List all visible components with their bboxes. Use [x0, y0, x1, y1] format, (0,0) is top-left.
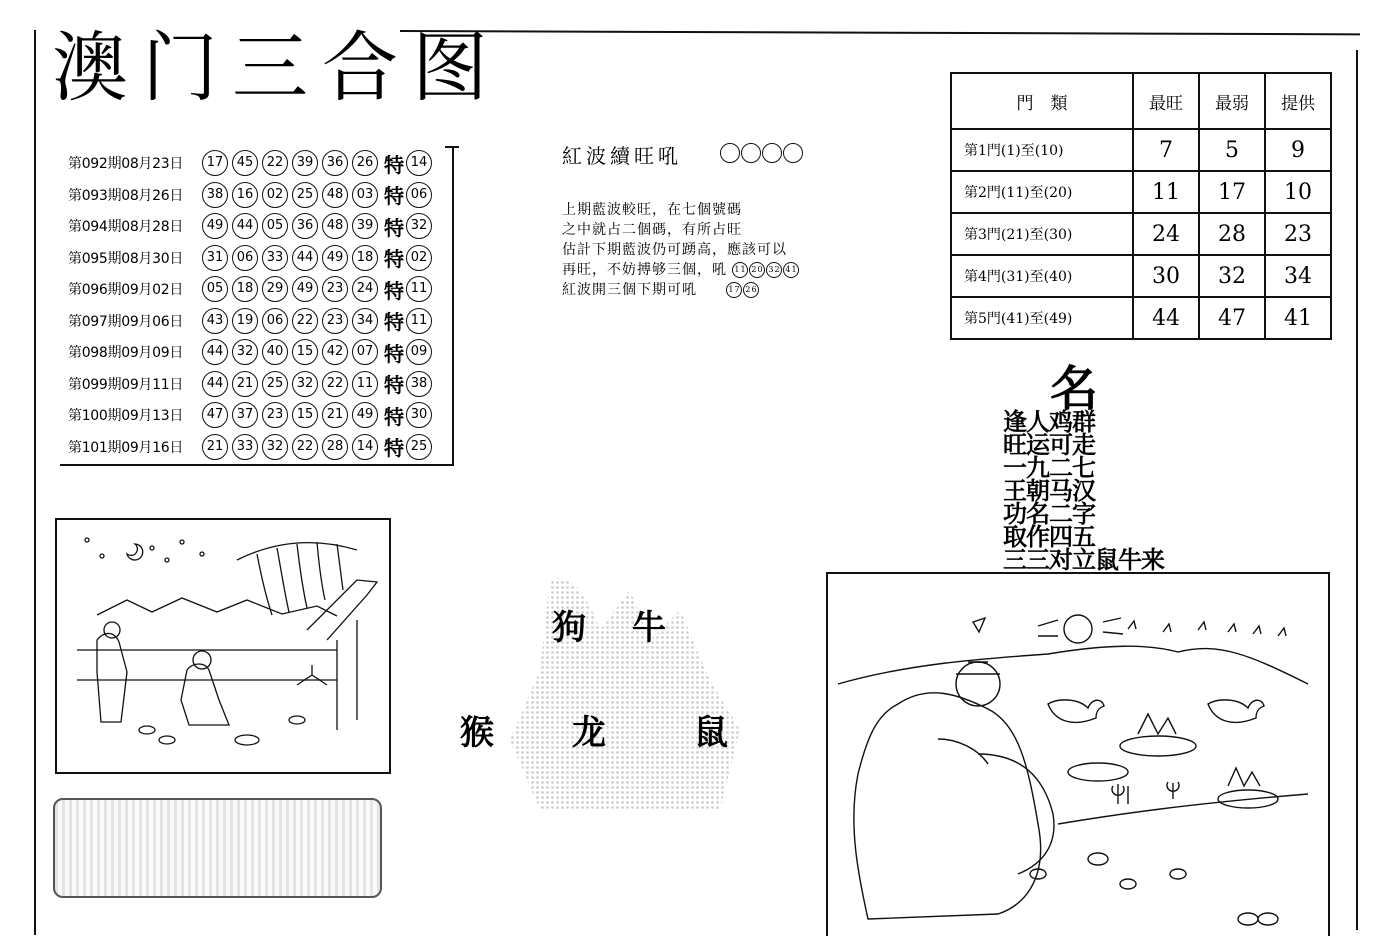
offer-cell: 34 — [1265, 255, 1331, 297]
number-ball: 25 — [262, 371, 288, 397]
number-ball: 22 — [322, 371, 348, 397]
zodiac-rat: 鼠 — [694, 713, 728, 753]
comment-line: 估計下期藍波仍可踴高，應該可以 — [562, 242, 787, 258]
poem-line: 功名二字 — [1003, 499, 1095, 528]
offer-cell: 10 — [1265, 171, 1331, 213]
hot-cell: 30 — [1133, 255, 1199, 297]
number-ball: 15 — [292, 402, 318, 428]
number-ball: 44 — [202, 339, 228, 365]
number-ball: 36 — [292, 213, 318, 239]
gate-cell: 第3門(21)至(30) — [951, 213, 1133, 255]
red-wave-title: 紅波續旺吼 — [562, 144, 682, 168]
number-ball: 48 — [322, 182, 348, 208]
draw-row — [68, 180, 436, 210]
table-row — [951, 297, 1331, 339]
number-ball: 49 — [292, 276, 318, 302]
number-ball: 22 — [292, 308, 318, 334]
gate-table — [950, 72, 1332, 340]
poem-line: 逢人鸡群 — [1003, 407, 1095, 436]
comment-line: 上期藍波較旺，在七個號碼 — [562, 202, 742, 218]
zodiac-dragon: 龙 — [572, 713, 606, 753]
special-label: 特 — [384, 436, 404, 460]
special-label: 特 — [384, 184, 404, 208]
draw-row — [68, 274, 436, 304]
number-ball: 44 — [202, 371, 228, 397]
number-ball: 05 — [202, 276, 228, 302]
table-row — [951, 171, 1331, 213]
poem-line: 三三对立鼠牛来 — [1003, 545, 1164, 574]
comment-line-text: 紅波開三個下期可吼 — [562, 282, 697, 298]
number-ball: 37 — [232, 402, 258, 428]
faded-text-box — [53, 798, 382, 898]
poem-line: 一九二七 — [1003, 453, 1095, 482]
special-label: 特 — [384, 310, 404, 334]
gate-cell: 第4門(31)至(40) — [951, 255, 1133, 297]
page-frame-right — [1356, 50, 1358, 930]
mini-ball: 41 — [783, 262, 799, 278]
mini-ball: 17 — [726, 282, 742, 298]
mini-ball: 11 — [732, 262, 748, 278]
zodiac-monkey: 猴 — [460, 713, 494, 753]
number-ball: 47 — [202, 402, 228, 428]
draw-row — [68, 243, 436, 273]
poem-line: 王朝马汉 — [1003, 476, 1095, 505]
special-number-ball: 09 — [406, 339, 432, 365]
draw-row — [68, 211, 436, 241]
draw-label: 第093期08月26日 — [68, 187, 184, 204]
gate-cell: 第5門(41)至(49) — [951, 297, 1133, 339]
draw-row — [68, 369, 436, 399]
number-ball: 19 — [232, 308, 258, 334]
draw-row — [68, 306, 436, 336]
weak-cell: 17 — [1199, 171, 1265, 213]
special-label: 特 — [384, 373, 404, 397]
number-ball: 23 — [322, 276, 348, 302]
number-ball: 44 — [232, 213, 258, 239]
number-ball: 21 — [202, 434, 228, 460]
number-ball: 18 — [232, 276, 258, 302]
number-ball: 16 — [232, 182, 258, 208]
special-label: 特 — [384, 278, 404, 303]
number-ball: 33 — [262, 245, 288, 271]
number-ball: 49 — [322, 245, 348, 271]
draw-label: 第096期09月02日 — [68, 282, 184, 298]
poem — [1003, 407, 1164, 574]
special-label: 特 — [384, 247, 404, 271]
page-frame-left — [34, 30, 36, 935]
number-ball: 15 — [292, 339, 318, 365]
mini-ball: 32 — [766, 262, 782, 278]
number-ball: 26 — [352, 150, 378, 176]
draw-label: 第095期08月30日 — [68, 250, 184, 267]
number-ball: 39 — [292, 150, 318, 176]
number-ball: 45 — [232, 150, 258, 176]
header-hot: 最旺 — [1133, 73, 1199, 129]
number-ball: 43 — [202, 308, 228, 334]
number-ball: 34 — [352, 308, 378, 334]
number-ball: 44 — [292, 245, 318, 271]
draw-results-box — [60, 146, 454, 466]
number-ball: 06 — [232, 245, 258, 271]
number-ball: 18 — [352, 245, 378, 271]
number-ball: 38 — [202, 182, 228, 208]
hot-cell: 24 — [1133, 213, 1199, 255]
number-ball: 33 — [232, 434, 258, 460]
special-label: 特 — [384, 152, 404, 177]
special-number-ball: 11 — [406, 276, 432, 302]
draw-label: 第098期09月09日 — [68, 345, 184, 361]
special-number-ball: 11 — [406, 308, 432, 334]
red-wave-circles — [720, 143, 803, 163]
gate-cell: 第1門(1)至(10) — [951, 129, 1133, 171]
red-wave-comment — [562, 200, 862, 300]
header-weak: 最弱 — [1199, 73, 1265, 129]
offer-cell: 23 — [1265, 213, 1331, 255]
zodiac-ox: 牛 — [632, 608, 666, 648]
special-number-ball: 06 — [406, 182, 432, 208]
draw-row — [68, 337, 436, 367]
number-ball: 21 — [322, 402, 348, 428]
number-ball: 32 — [232, 339, 258, 365]
number-ball: 49 — [202, 213, 228, 239]
number-ball: 42 — [322, 339, 348, 365]
number-ball: 39 — [352, 213, 378, 239]
table-row — [951, 255, 1331, 297]
special-label: 特 — [384, 215, 404, 240]
number-ball: 06 — [262, 308, 288, 334]
special-number-ball: 38 — [406, 371, 432, 397]
number-ball: 49 — [352, 402, 378, 428]
zodiac-halftone-background — [480, 570, 770, 820]
number-ball: 17 — [202, 150, 228, 176]
number-ball: 31 — [202, 245, 228, 271]
offer-cell: 9 — [1265, 129, 1331, 171]
draw-label: 第094期08月28日 — [68, 219, 184, 235]
header-offer: 提供 — [1265, 73, 1331, 129]
comment-balls — [726, 282, 759, 298]
poem-head: 名 — [1050, 361, 1099, 417]
illustration-night-garden — [55, 518, 391, 774]
number-ball: 05 — [262, 213, 288, 239]
header-gate: 門 類 — [951, 73, 1133, 129]
comment-balls — [732, 262, 799, 278]
page-title: 澳门三合图 — [52, 23, 502, 112]
weak-cell: 28 — [1199, 213, 1265, 255]
empty-circle — [741, 143, 761, 163]
draw-row — [68, 432, 436, 462]
special-number-ball: 02 — [406, 245, 432, 271]
number-ball: 23 — [262, 402, 288, 428]
number-ball: 48 — [322, 213, 348, 239]
comment-line: 之中就占二個碼，有所占旺 — [562, 222, 742, 238]
empty-circle — [762, 143, 782, 163]
weak-cell: 5 — [1199, 129, 1265, 171]
draw-label: 第100期09月13日 — [68, 408, 184, 424]
special-label: 特 — [384, 404, 404, 429]
number-ball: 29 — [262, 276, 288, 302]
mini-ball: 26 — [743, 282, 759, 298]
comment-line-text: 再旺，不妨搏够三個，吼 — [562, 262, 727, 278]
special-label: 特 — [384, 341, 404, 366]
mini-ball: 20 — [749, 262, 765, 278]
number-ball: 28 — [322, 434, 348, 460]
draw-row — [68, 148, 436, 178]
number-ball: 07 — [352, 339, 378, 365]
moon-icon — [127, 544, 143, 560]
page-frame-top — [400, 30, 1360, 35]
gate-table-header — [951, 73, 1331, 129]
poem-line: 旺运可走 — [1003, 430, 1095, 459]
special-number-ball: 25 — [406, 434, 432, 460]
comment-line — [562, 260, 862, 280]
draw-row — [68, 400, 436, 430]
number-ball: 32 — [262, 434, 288, 460]
number-ball: 25 — [292, 182, 318, 208]
empty-circle — [783, 143, 803, 163]
special-number-ball: 14 — [406, 150, 432, 176]
weak-cell: 32 — [1199, 255, 1265, 297]
table-row — [951, 129, 1331, 171]
number-ball: 02 — [262, 182, 288, 208]
weak-cell: 47 — [1199, 297, 1265, 339]
zodiac-dog: 狗 — [552, 608, 586, 648]
number-ball: 32 — [292, 371, 318, 397]
gate-cell: 第2門(11)至(20) — [951, 171, 1133, 213]
illustration-scholar-field — [826, 572, 1330, 936]
offer-cell: 41 — [1265, 297, 1331, 339]
draw-label: 第092期08月23日 — [68, 156, 184, 172]
number-ball: 22 — [292, 434, 318, 460]
number-ball: 21 — [232, 371, 258, 397]
draw-label: 第099期09月11日 — [68, 376, 184, 393]
number-ball: 03 — [352, 182, 378, 208]
comment-line — [562, 280, 862, 300]
empty-circle — [720, 143, 740, 163]
number-ball: 36 — [322, 150, 348, 176]
table-row — [951, 213, 1331, 255]
poem-line: 取作四五 — [1003, 522, 1095, 551]
number-ball: 23 — [322, 308, 348, 334]
sun-icon — [1064, 615, 1092, 643]
number-ball: 22 — [262, 150, 288, 176]
number-ball: 40 — [262, 339, 288, 365]
draw-label: 第101期09月16日 — [68, 439, 184, 456]
number-ball: 14 — [352, 434, 378, 460]
number-ball: 24 — [352, 276, 378, 302]
hot-cell: 44 — [1133, 297, 1199, 339]
special-number-ball: 30 — [406, 402, 432, 428]
hot-cell: 7 — [1133, 129, 1199, 171]
draw-label: 第097期09月06日 — [68, 313, 184, 330]
hot-cell: 11 — [1133, 171, 1199, 213]
special-number-ball: 32 — [406, 213, 432, 239]
number-ball: 11 — [352, 371, 378, 397]
